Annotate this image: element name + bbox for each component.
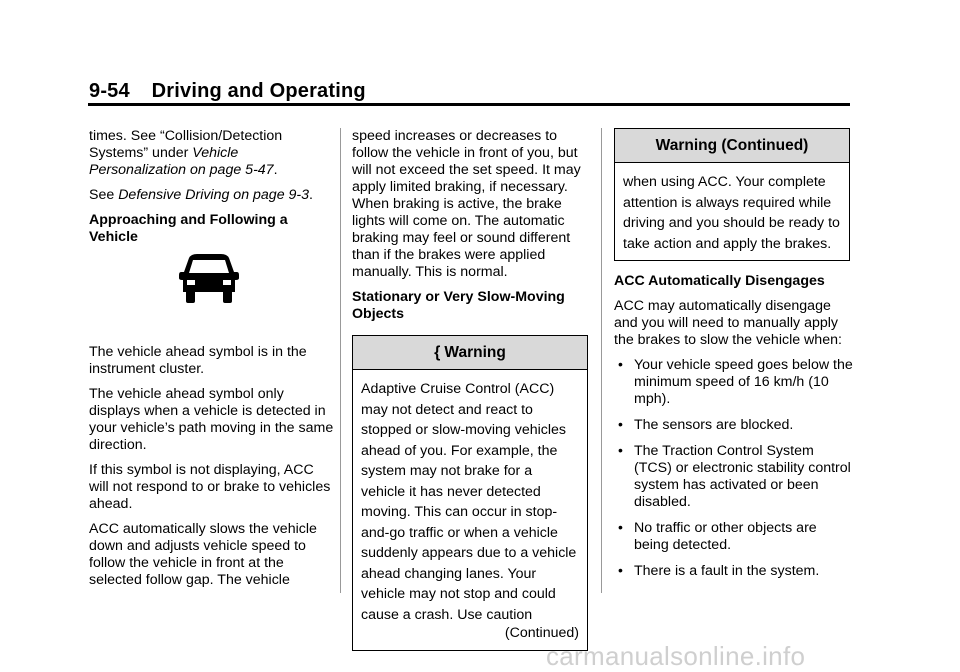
warning-title: Warning (444, 344, 506, 361)
warning-body (615, 163, 849, 260)
column-1 (89, 128, 334, 597)
vehicle-ahead-icon (179, 254, 239, 306)
text: . (309, 187, 313, 203)
text: See (89, 187, 119, 203)
list-item: • There is a fault in the system. (614, 563, 854, 580)
cross-reference-link[interactable]: Vehicle Personalization on page 5-47 (89, 145, 274, 178)
warning-header: Warning (Continued) (615, 129, 849, 163)
cross-reference-link[interactable]: Defensive Driving on page 9-3 (118, 187, 310, 203)
column-2 (352, 128, 592, 651)
paragraph: ACC automatically slows the vehicle down and adjusts vehicle speed to follow the vehicle in front at the selected follow gap. The vehicle (89, 521, 317, 588)
column-divider (601, 128, 602, 593)
warning-text: Adaptive Cruise Control (ACC) may not detect and react to stopped or slow-moving vehicles ahead of you. For example, the system may not brake for a vehicle it has never detected moving. This can occur in stop-and-go traffic or when a vehicle suddenly appears due to a vehicle ahead changing lanes. Your vehicle may not stop and could cause a crash. Use caution (361, 381, 577, 623)
section-title: Driving and Operating (151, 80, 366, 102)
warning-symbol-icon: { (434, 344, 441, 361)
page-number: 9-54 (89, 80, 130, 102)
watermark: carmanualsonline.info (546, 641, 806, 671)
vehicle-ahead-icon-wrap (89, 254, 334, 332)
column-3 (614, 128, 854, 589)
header-rule (88, 103, 850, 106)
paragraph: The vehicle ahead symbol is in the instrument cluster. (89, 344, 307, 377)
paragraph (89, 187, 334, 204)
warning-box (352, 335, 588, 651)
paragraph: The vehicle ahead symbol only displays when a vehicle is detected in your vehicle’s path moving in the same direction. (89, 386, 334, 453)
list-item: • Your vehicle speed goes below the minimum speed of 16 km/h (10 mph). (614, 357, 854, 408)
paragraph: ACC may automatically disengage and you will need to manually apply the brakes to slow the vehicle when: (614, 298, 842, 348)
paragraph: speed increases or decreases to follow the vehicle in front of you, but will not exceed the set speed. It may apply limited braking, if necessary. When braking is active, the brake lights will come on. The automatic braking may feel or sound different than if the brakes were applied manually. This is normal. (352, 128, 581, 280)
warning-text: when using ACC. Your complete attention is always required while driving and you should be ready to take action and apply the brakes. (623, 174, 840, 252)
paragraph (89, 128, 334, 179)
list-item: • The sensors are blocked. (614, 417, 854, 434)
list-item: • The Traction Control System (TCS) or electronic stability control system has activated or been disabled. (614, 443, 854, 511)
subheading: ACC Automatically Disengages (614, 273, 825, 289)
column-divider (340, 128, 341, 593)
text: times. See “Collision/Detection Systems” under (89, 128, 283, 161)
page-header (89, 80, 366, 103)
warning-box-continued (614, 128, 850, 261)
list-item: • No traffic or other objects are being detected. (614, 520, 854, 554)
subheading: Approaching and Following a Vehicle (89, 212, 288, 245)
continued-label: (Continued) (504, 625, 579, 641)
subheading: Stationary or Very Slow-Moving Objects (352, 289, 565, 322)
text: . (273, 162, 278, 178)
warning-body (353, 370, 587, 650)
warning-header (353, 336, 587, 370)
bullet-list (614, 357, 854, 580)
paragraph: If this symbol is not displaying, ACC will not respond to or brake to vehicles ahead. (89, 462, 331, 512)
